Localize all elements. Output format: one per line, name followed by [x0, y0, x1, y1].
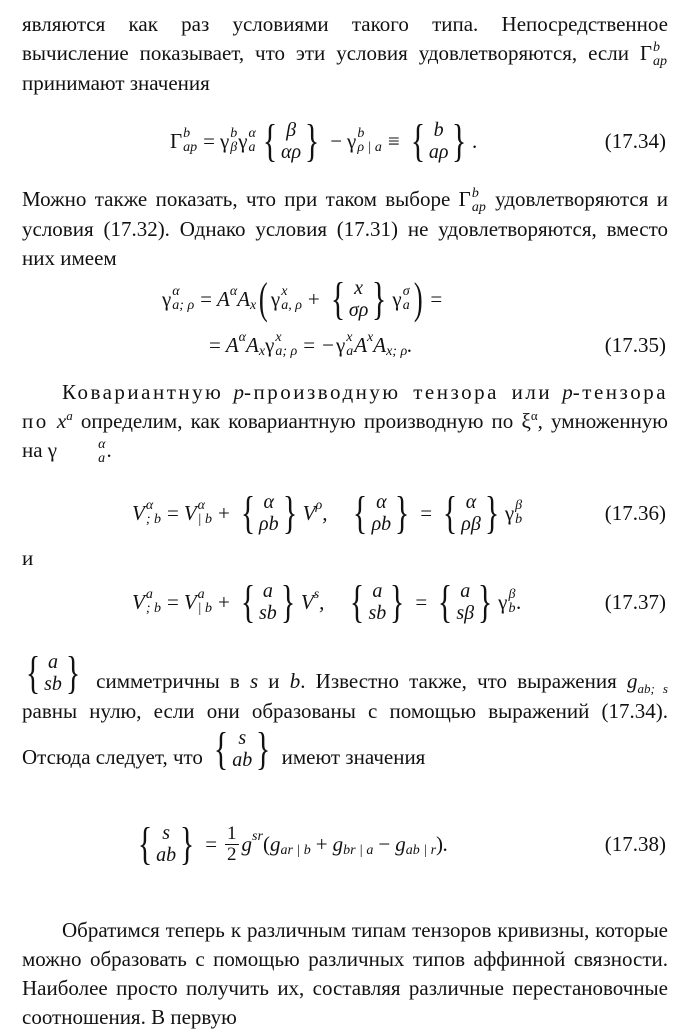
equation-17-37: V a ; b = V a | b + { a sb } V s , { a sb } = { a sβ } γ β b . (17.37): [132, 576, 666, 627]
paragraph-4-text-e: имеют значения: [276, 745, 426, 769]
paragraph-3-text-d: определим, как ковариантную производную по ξ: [72, 409, 531, 433]
equation-number: (17.35): [604, 332, 666, 357]
equation-17-34: Γ b ap = γ b β γ α a { β αρ } − γ b ρ | a ≡ { b aρ } . (17.34): [170, 115, 666, 166]
equation-number: (17.38): [604, 831, 666, 856]
equation-number: (17.34): [604, 128, 666, 153]
conjunction-text: и: [22, 546, 34, 570]
conjunction-and: [22, 544, 668, 572]
equation-17-35-line-1: γ α a; ρ = A α A x ( γ x a, ρ + { x σρ } γ σ a ) =: [162, 273, 443, 324]
equation-number: (17.37): [604, 589, 666, 614]
paragraph-4: { a sb } симметричны в s и b. Известно также, что выражения $g_{ab; s}$ равны нулю, если они образованы с помощью выражений (17.34). Отсюда следует, что { s ab } имеют значения: [22, 647, 668, 774]
paragraph-3-text-c: -тензора по: [22, 380, 669, 433]
paragraph-5-text: Обратимся теперь к различным типам тензоров кривизны, которые можно образовать с помощью различных типов аффинной связности. Наиболее просто получить их, составляя различные перестановочные соотношения. В первую: [22, 918, 668, 1029]
equation-17-38: { s ab } = $\frac{1}{2}$ g sr ( g ar | b + g br | a − g ab | r ) . (17.38): [137, 818, 666, 869]
paragraph-4-text-a: симметричны в: [85, 669, 240, 693]
paragraph-3: Ковариантную p-производную тензора или p-тензора по $x^a$ определим, как ковариантную производную по $\xi^\alpha$, умноженную на γ α a .: [22, 380, 669, 467]
paragraph-2-text-b: удовлетворяются и условия (17.32). Однако условия (17.31) не удовлетворяются, вместо них имеем: [22, 187, 669, 271]
paragraph-2-text-a: Можно также показать, что при таком выборе Γ: [22, 187, 471, 211]
paragraph-1-text: являются как раз условиями такого типа. Непосредственное вычисление показывает, что эти условия удовлетворяются, если Γ: [22, 12, 668, 65]
equation-number: (17.36): [604, 500, 666, 525]
spaced-term: Ковариантную: [62, 380, 224, 404]
paragraph-4-text-b: и: [258, 669, 280, 693]
paragraph-1-tail: принимают значения: [22, 71, 210, 96]
paragraph-3-text-b: -производную тензора или: [244, 380, 553, 404]
equation-17-36: V α ; b = V α | b + { α ρb } V ρ , { α ρb } = { α ρβ } γ β b (17.36): [132, 487, 666, 538]
paragraph-2: Можно также показать, что при таком выборе Γ b ap удовлетворяются и условия (17.32). Однако условия (17.31) не удовлетворяются, вместо них имеем: [22, 186, 669, 271]
paragraph-4-text-d: равны нулю, если они образованы с помощью выражений (17.34). Отсюда следует, что: [22, 699, 668, 769]
equation-17-35-line-2: = A α A x γ x a; ρ = − γ x a A x A x; ρ . (17.35): [209, 329, 666, 359]
paragraph-1: являются как раз условиями такого типа. Непосредственное вычисление показывает, что эти условия удовлетворяются, если Γ b ap принимают значения: [22, 12, 668, 96]
paragraph-3-text-e: , умноженную на γ: [22, 409, 668, 462]
paragraph-5: [22, 916, 668, 1032]
paragraph-4-text-c: . Известно также, что выражения: [300, 669, 617, 693]
